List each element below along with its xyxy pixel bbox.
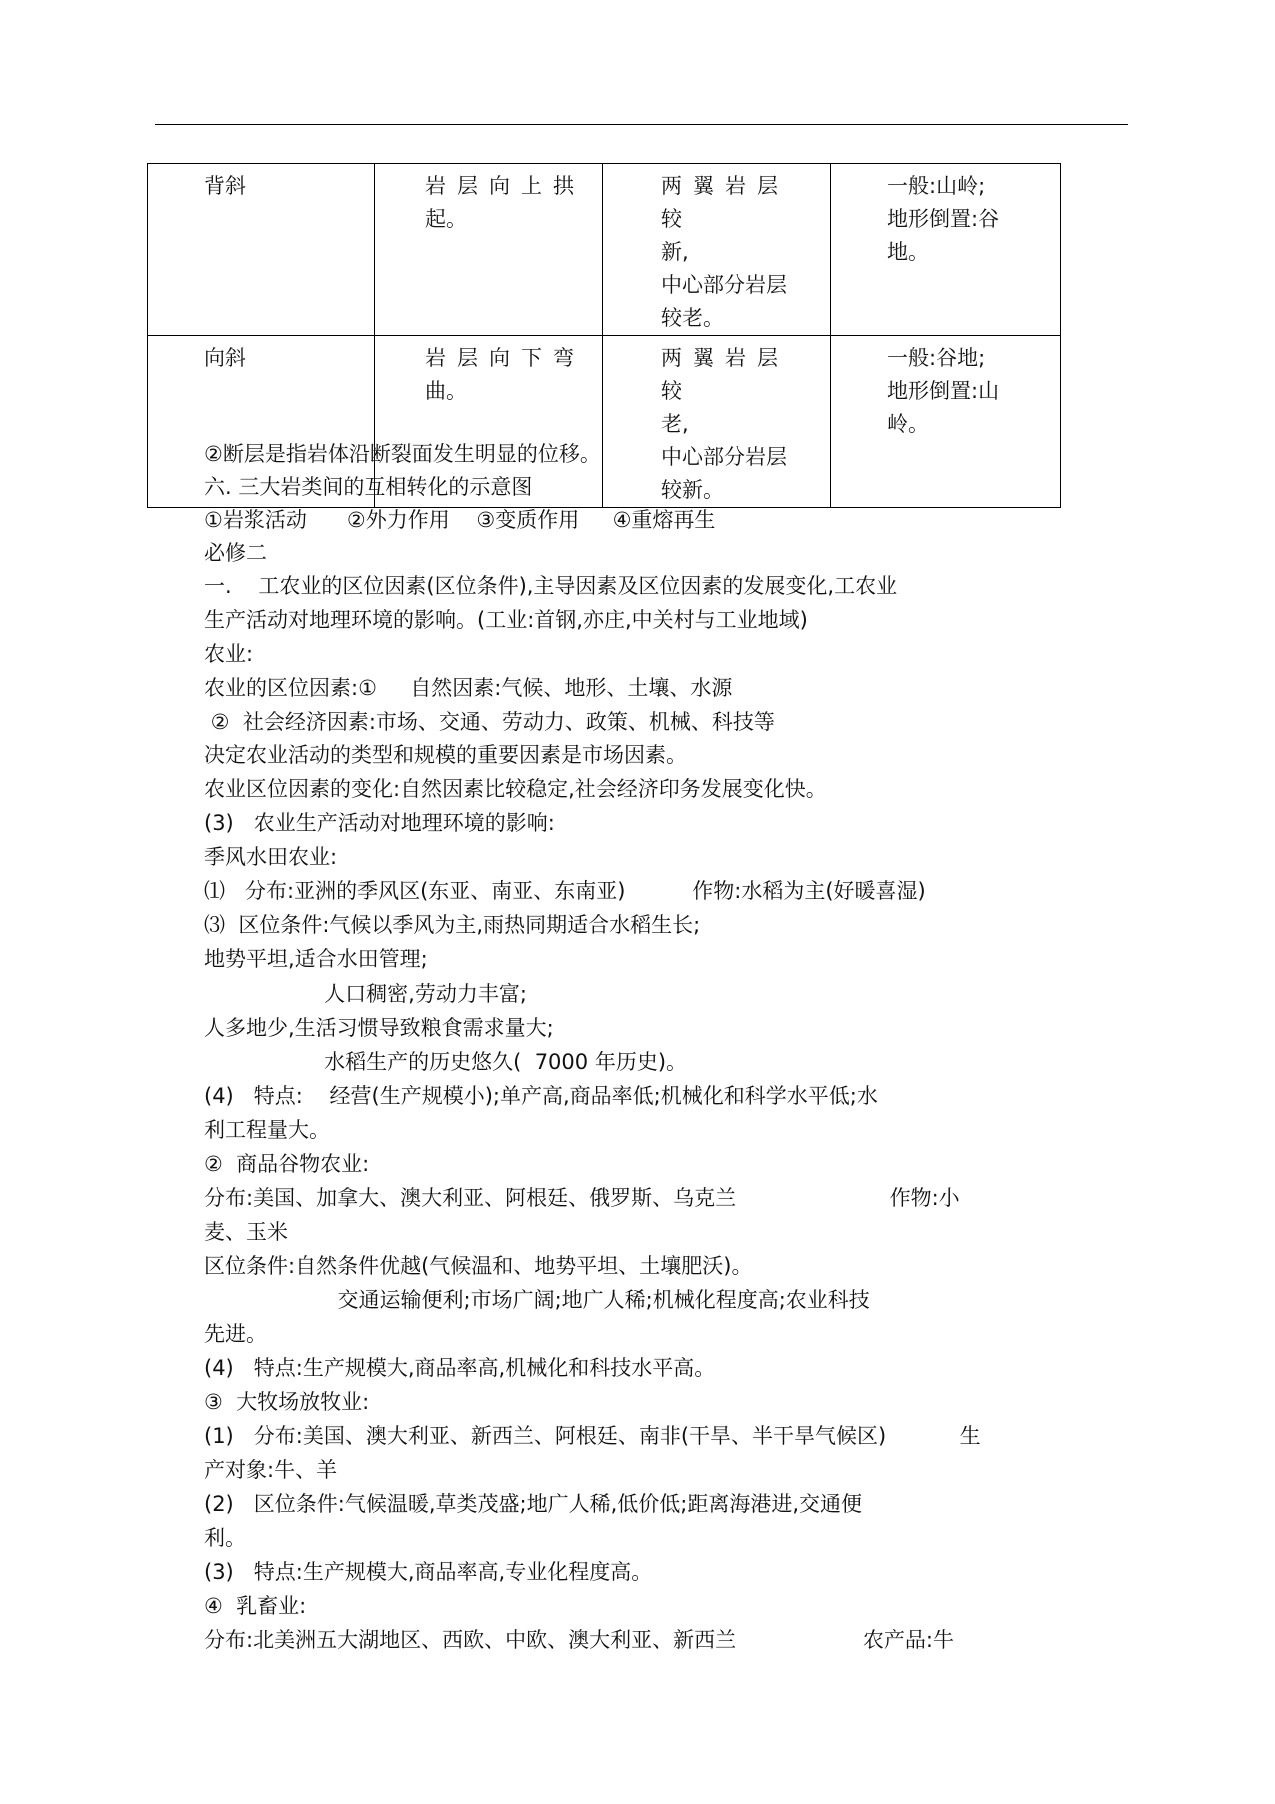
body-line: (3) 农业生产活动对地理环境的影响: (204, 811, 555, 835)
body-line: 生产活动对地理环境的影响。(工业:首钢,亦庄,中关村与工业地域) (204, 608, 808, 632)
section-heading-rock-cycle: 六. 三大岩类间的互相转化的示意图 (204, 475, 533, 499)
body-line: 人口稠密,劳动力丰富; (204, 982, 527, 1006)
section-heading-required-2: 必修二 (204, 541, 267, 565)
body-line: (4) 特点:生产规模大,商品率高,机械化和科技水平高。 (204, 1356, 716, 1380)
cell-text: 岭。 (887, 412, 929, 436)
cell-text: 向斜 (204, 346, 246, 370)
cell-text: 老, (661, 412, 689, 436)
body-line: 利。 (204, 1526, 246, 1550)
cell-text: 地形倒置:山 (887, 379, 1000, 403)
cell-text: 两翼岩层较 (661, 346, 789, 403)
body-line: 决定农业活动的类型和规模的重要因素是市场因素。 (204, 743, 687, 767)
table-cell-structure (375, 164, 603, 336)
cell-text: 曲。 (425, 379, 467, 403)
cell-text: 两翼岩层较 (661, 174, 789, 231)
cell-text: 较老。 (661, 306, 724, 330)
body-line: 农业: (204, 642, 254, 666)
body-line: (3) 特点:生产规模大,商品率高,专业化程度高。 (204, 1560, 653, 1584)
body-line: 产对象:牛、羊 (204, 1458, 338, 1482)
body-line: ② 商品谷物农业: (204, 1152, 370, 1176)
body-line: 农业的区位因素:① 自然因素:气候、地形、土壤、水源 (204, 676, 733, 700)
table-cell-landform (831, 164, 1061, 336)
cell-text: 背斜 (204, 174, 246, 198)
body-line: (1) 分布:美国、澳大利亚、新西兰、阿根廷、南非(干旱、半干旱气候区) 生 (204, 1424, 981, 1448)
cell-text: 一般:谷地; (887, 346, 986, 370)
cell-text: 中心部分岩层 (661, 273, 787, 297)
cell-text: 一般:山岭; (887, 174, 986, 198)
cell-text: 地。 (887, 240, 929, 264)
body-line-fault: ②断层是指岩体沿断裂面发生明显的位移。 (204, 442, 601, 466)
body-line: 利工程量大。 (204, 1118, 330, 1142)
table-row-anticline (148, 164, 1061, 336)
body-line: ④ 乳畜业: (204, 1594, 307, 1618)
cell-text: 地形倒置:谷 (887, 207, 1000, 231)
body-line: ③ 大牧场放牧业: (204, 1390, 370, 1414)
cell-text: 岩层向上拱 (425, 174, 585, 198)
body-line: 分布:美国、加拿大、澳大利亚、阿根廷、俄罗斯、乌克兰 作物:小 (204, 1186, 960, 1210)
body-line-rock-processes: ①岩浆活动 ②外力作用 ③变质作用 ④重熔再生 (204, 508, 716, 532)
body-line: 农业区位因素的变化:自然因素比较稳定,社会经济印务发展变化快。 (204, 777, 827, 801)
body-line: ⑴ 分布:亚洲的季风区(东亚、南亚、东南亚) 作物:水稻为主(好暖喜湿) (204, 879, 926, 903)
cell-text: 较新。 (661, 478, 724, 502)
body-line: ② 社会经济因素:市场、交通、劳动力、政策、机械、科技等 (204, 710, 775, 734)
cell-text: 新, (661, 240, 689, 264)
body-line: 区位条件:自然条件优越(气候温和、地势平坦、土壤肥沃)。 (204, 1254, 753, 1278)
body-line: 人多地少,生活习惯导致粮食需求量大; (204, 1016, 554, 1040)
table-cell-age (603, 164, 831, 336)
body-line: 季风水田农业: (204, 845, 338, 869)
table-cell-landform (831, 336, 1061, 508)
cell-text: 中心部分岩层 (661, 445, 787, 469)
table-cell-name (148, 164, 375, 336)
table-cell-age (603, 336, 831, 508)
cell-text: 起。 (425, 207, 467, 231)
body-line: (2) 区位条件:气候温暖,草类茂盛;地广人稀,低价低;距离海港进,交通便 (204, 1492, 863, 1516)
body-line: ⑶ 区位条件:气候以季风为主,雨热同期适合水稻生长; (204, 913, 701, 937)
cell-text: 岩层向下弯 (425, 346, 585, 370)
body-line: 水稻生产的历史悠久( 7000 年历史)。 (204, 1050, 688, 1074)
header-rule (155, 124, 1128, 125)
body-line: 先进。 (204, 1322, 267, 1346)
body-line: 麦、玉米 (204, 1220, 288, 1244)
body-line: 交通运输便利;市场广阔;地广人稀;机械化程度高;农业科技 (204, 1288, 870, 1312)
body-line: 一. 工农业的区位因素(区位条件),主导因素及区位因素的发展变化,工农业 (204, 574, 898, 598)
body-line: 分布:北美洲五大湖地区、西欧、中欧、澳大利亚、新西兰 农产品:牛 (204, 1628, 954, 1652)
body-line: 地势平坦,适合水田管理; (204, 947, 428, 971)
body-line: (4) 特点: 经营(生产规模小);单产高,商品率低;机械化和科学水平低;水 (204, 1084, 878, 1108)
